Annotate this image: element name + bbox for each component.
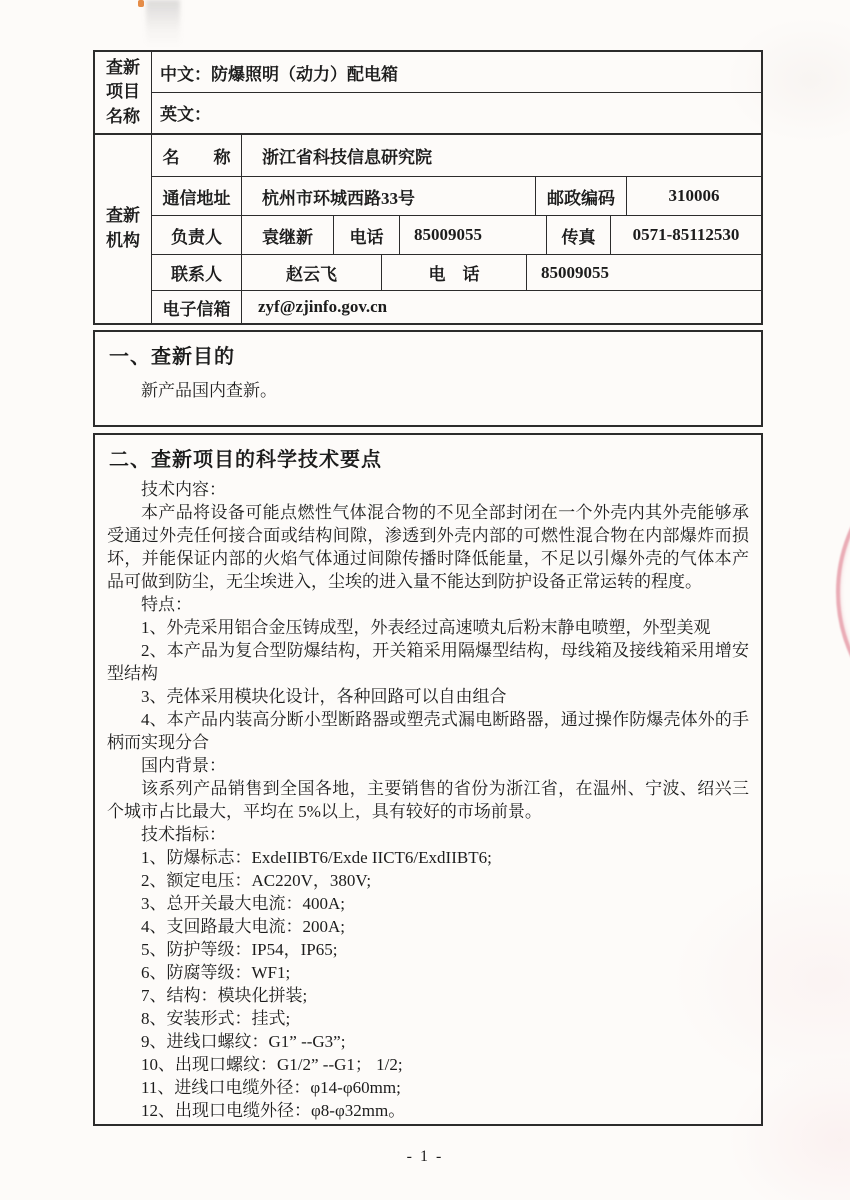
paragraph: 2、额定电压：AC220V，380V; — [141, 871, 372, 890]
project-name-english: 英文： — [160, 104, 211, 124]
paragraph: 本产品将设备可能点燃性气体混合物的不见全部封闭在一个外壳内其外壳能够承受通过外壳任何接合面或结构间隙，渗透到外壳内部的可燃性混合物在内部爆炸而损坏，并能保证内部的火焰气体通过间隙传播时降低能量，不足以引爆外壳的气体本产品可做到防尘，无尘埃进入，尘埃的进入量不能达到防护设备正常运转的程度。 — [107, 503, 749, 591]
section-tech-points-body — [107, 478, 749, 1122]
paragraph: 10、出现口螺纹：G1/2” --G1； 1/2; — [141, 1055, 403, 1074]
section-purpose — [93, 330, 763, 427]
paragraph: 技术内容： — [141, 480, 226, 499]
address-row — [152, 177, 761, 216]
paragraph: 11、进线口电缆外径：φ14-φ60mm; — [141, 1078, 401, 1097]
paragraph: 5、防护等级：IP54，IP65; — [141, 940, 338, 959]
contact-label: 联系人 — [152, 255, 242, 290]
head-label: 负责人 — [152, 216, 242, 254]
head-value: 袁继新 — [242, 216, 334, 254]
section-tech-points — [93, 433, 763, 1126]
head-row — [152, 216, 761, 255]
project-name-chinese: 中文：防爆照明（动力）配电箱 — [160, 64, 398, 84]
scan-streak-artifact — [146, 0, 180, 46]
paragraph: 3、壳体采用模块化设计，各种回路可以自由组合 — [141, 687, 507, 706]
phone-label: 电话 — [334, 216, 400, 254]
agency-label: 查新机构 — [95, 135, 152, 323]
paragraph: 特点： — [141, 595, 192, 614]
red-seal-stamp-edge — [836, 438, 850, 746]
email-label: 电子信箱 — [152, 291, 242, 323]
paragraph: 6、防腐等级：WF1; — [141, 963, 291, 982]
project-name-label: 查新项目名称 — [95, 52, 152, 133]
paragraph: 国内背景： — [141, 756, 226, 775]
section-purpose-heading: 一、查新目的 — [109, 346, 235, 368]
header-table — [93, 50, 763, 325]
phone-value: 85009055 — [400, 216, 547, 254]
address-label: 通信地址 — [152, 177, 242, 215]
paragraph: 技术指标： — [141, 825, 226, 844]
address-value: 杭州市环城西路33号 — [242, 177, 536, 215]
section-tech-points-heading: 二、查新项目的科学技术要点 — [109, 449, 382, 471]
page-number: - 1 - — [406, 1148, 444, 1165]
paragraph: 2、本产品为复合型防爆结构，开关箱采用隔爆型结构，母线箱及接线箱采用增安型结构 — [107, 641, 749, 683]
paragraph: 1、外壳采用铝合金压铸成型，外表经过高速喷丸后粉末静电喷塑，外型美观 — [141, 618, 711, 637]
paragraph: 3、总开关最大电流：400A; — [141, 894, 345, 913]
postcode-value: 310006 — [668, 186, 720, 205]
contact-phone-value: 85009055 — [541, 262, 609, 282]
postcode-label: 邮政编码 — [536, 177, 627, 215]
paragraph: 1、防爆标志：ExdeIIBT6/Exde IICT6/ExdIIBT6; — [141, 848, 492, 867]
email-row — [152, 291, 761, 323]
paragraph: 12、出现口电缆外径：φ8-φ32mm。 — [141, 1101, 406, 1120]
fax-label: 传真 — [547, 216, 611, 254]
paragraph: 9、进线口螺纹：G1” --G3”; — [141, 1032, 346, 1051]
agency-name-value: 浙江省科技信息研究院 — [262, 148, 432, 167]
paragraph: 4、本产品内装高分断小型断路器或塑壳式漏电断路器，通过操作防爆壳体外的手柄而实现分合 — [107, 710, 749, 752]
paragraph: 该系列产品销售到全国各地，主要销售的省份为浙江省，在温州、宁波、绍兴三个城市占比最大，平均在 5%以上，具有较好的市场前景。 — [107, 779, 749, 821]
fax-value: 0571-85112530 — [632, 225, 740, 244]
contact-phone-label: 电 话 — [382, 255, 527, 290]
paragraph: 8、安装形式：挂式; — [141, 1009, 291, 1028]
contact-row — [152, 255, 761, 291]
project-name-section — [95, 52, 761, 135]
email-value: zyf@zjinfo.gov.cn — [258, 297, 388, 316]
agency-name-row — [152, 135, 761, 177]
scan-dot-artifact — [138, 0, 144, 7]
section-purpose-body: 新产品国内查新。 — [141, 381, 277, 400]
agency-section — [95, 135, 761, 323]
contact-value: 赵云飞 — [242, 255, 382, 290]
paragraph: 4、支回路最大电流：200A; — [141, 917, 345, 936]
agency-name-label: 名 称 — [152, 135, 242, 176]
paragraph: 7、结构：模块化拼装; — [141, 986, 308, 1005]
